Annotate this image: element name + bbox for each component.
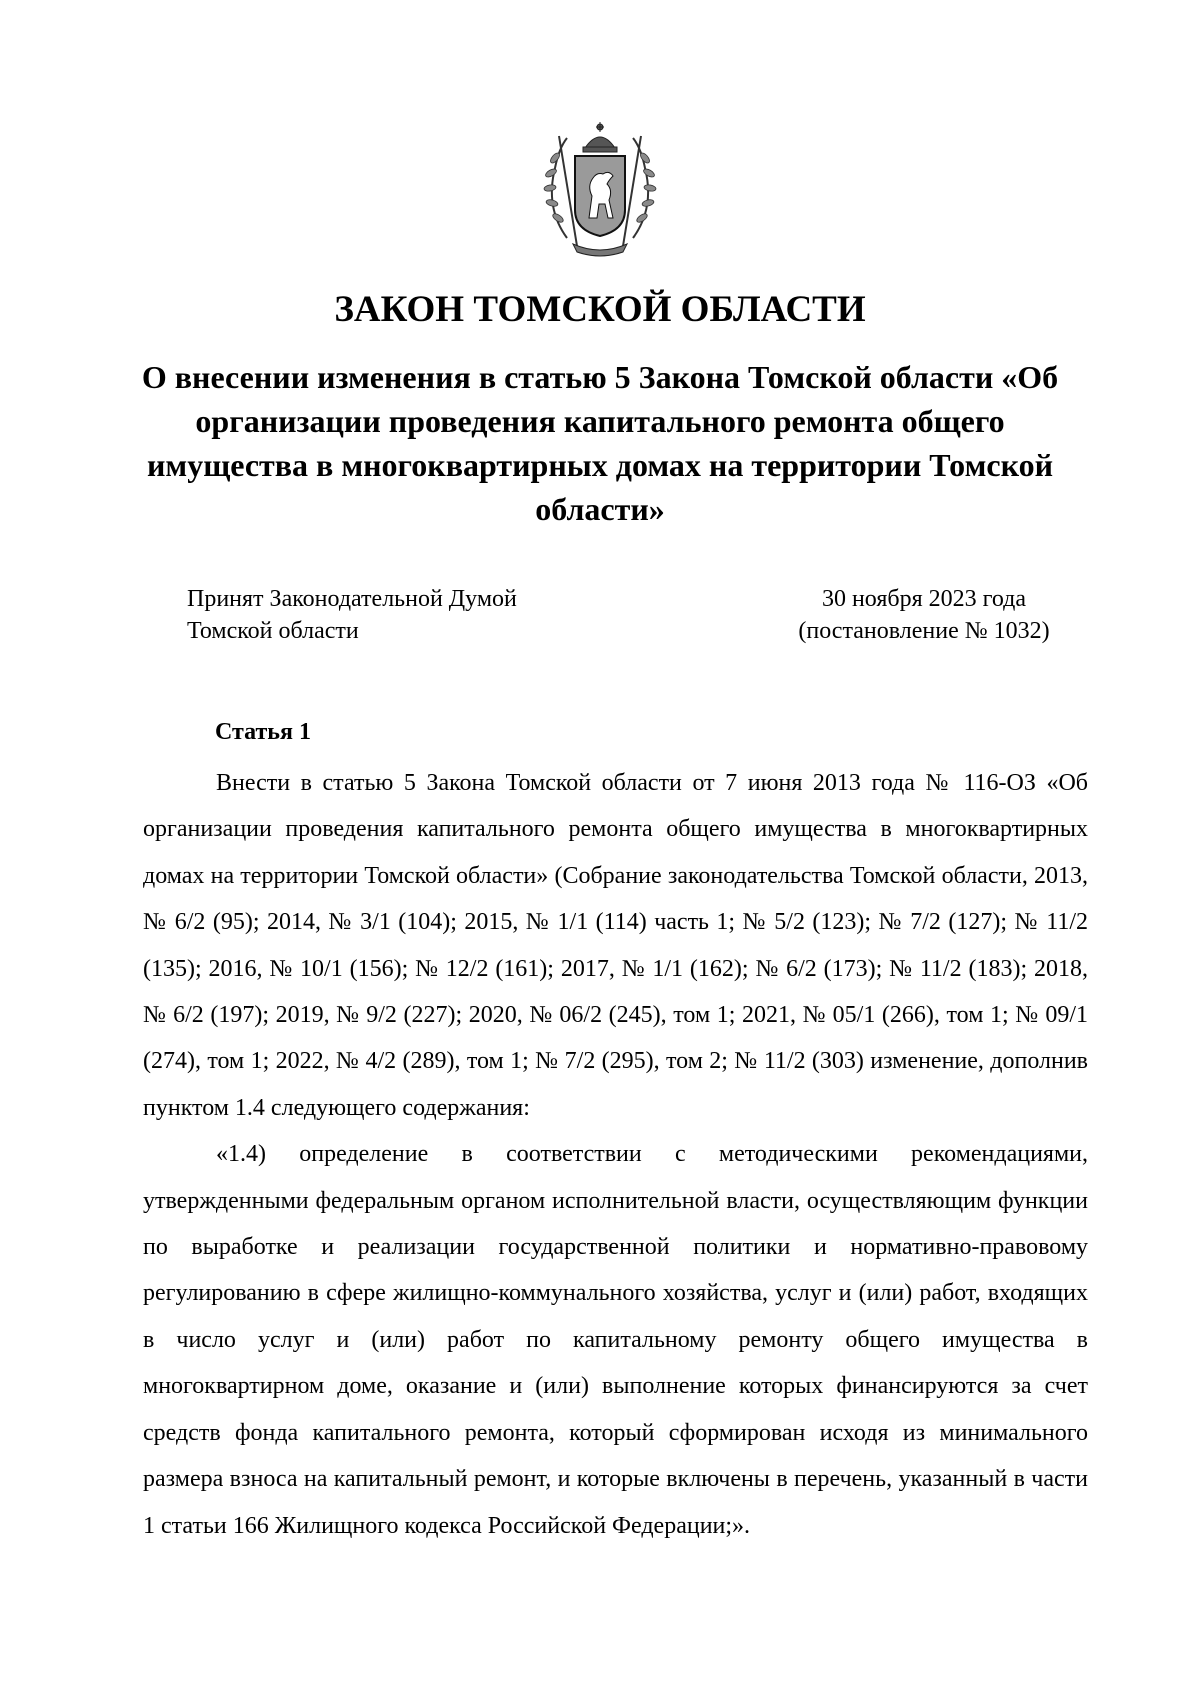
adoption-resolution: (постановление № 1032) <box>798 618 1050 644</box>
article-body <box>143 760 1088 1549</box>
adoption-body-line: Принят Законодательной Думой <box>187 586 517 612</box>
adoption-date: 30 ноября 2023 года <box>821 586 1027 612</box>
law-title: ЗАКОН ТОМСКОЙ ОБЛАСТИ <box>334 289 866 330</box>
adoption-body-line: Томской области <box>187 618 359 644</box>
law-subtitle: О внесении изменения в статью 5 Закона Томской области «Об организации проведения капитального ремонта общего имущества в многоквартирных домах на территории Томской области» <box>141 359 1059 527</box>
article-heading: Статья 1 <box>215 719 311 745</box>
article-paragraph: Внести в статью 5 Закона Томской области от 7 июня 2013 года № 116-ОЗ «Об организации проведения капитального ремонта общего имущества в многоквартирных домах на территории Томской области» (Собрание законодательства Томской области, 2013, № 6/2 (95); 2014, № 3/1 (104); 2015, № 1/1 (114) часть 1; № 5/2 (123); № 7/2 (127); № 11/2 (135); 2016, № 10/1 (156); № 12/2 (161); 2017, № 1/1 (162); № 6/2 (173); № 11/2 (183); 2018, № 6/2 (197); 2019, № 9/2 (227); 2020, № 06/2 (245), том 1; 2021, № 05/1 (266), том 1; № 09/1 (274), том 1; 2022, № 4/2 (289), том 1; № 7/2 (295), том 2; № 11/2 (303) изменение, дополнив пунктом 1.4 следующего содержания: <box>143 770 1088 1121</box>
article-paragraph: «1.4) определение в соответствии с методическими рекомендациями, утвержденными федеральным органом исполнительной власти, осуществляющим функции по выработке и реализации государственной политики и нормативно-правовому регулированию в сфере жилищно-коммунального хозяйства, услуг и (или) работ, входящих в число услуг и (или) работ по капитальному ремонту общего имущества в многоквартирном доме, оказание и (или) выполнение которых финансируются за счет средств фонда капитального ремонта, который сформирован исходя из минимального размера взноса на капитальный ремонт, и которые включены в перечень, указанный в части 1 статьи 166 Жилищного кодекса Российской Федерации;». <box>143 1141 1088 1539</box>
adoption-date-block <box>760 583 1088 647</box>
coat-of-arms-icon <box>537 118 663 258</box>
adoption-body <box>187 583 707 647</box>
